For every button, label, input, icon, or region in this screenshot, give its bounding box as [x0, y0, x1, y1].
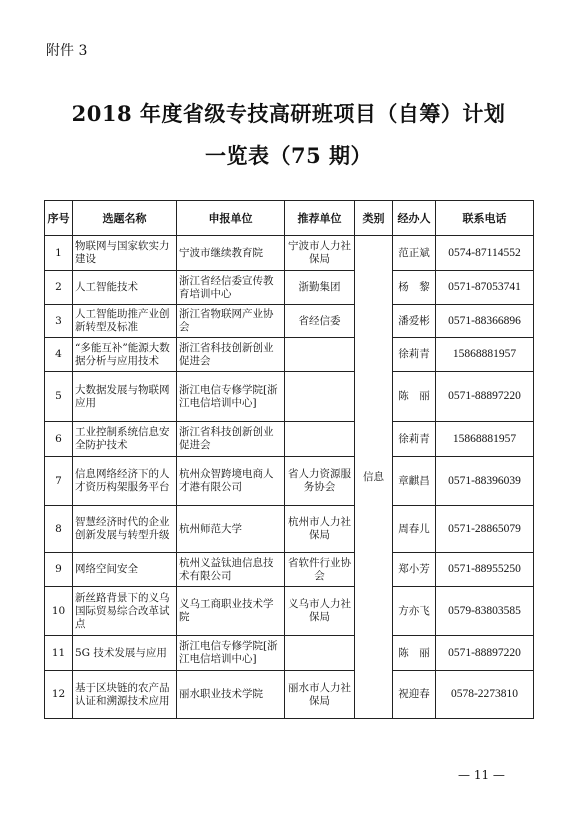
unit-cell: 杭州师范大学: [177, 506, 285, 553]
unit-cell: 义乌工商职业技术学院: [177, 587, 285, 636]
phone-cell: 0574-87114552: [436, 236, 534, 271]
table-row: [45, 271, 534, 305]
header-topic: 选题名称: [73, 201, 177, 236]
table-row: [45, 338, 534, 372]
table-header-row: [45, 201, 534, 236]
topic-cell: 大数据发展与物联网应用: [73, 372, 177, 422]
topic-cell: 工业控制系统信息安全防护技术: [73, 422, 177, 457]
topic-cell: 信息网络经济下的人才资历构架服务平台: [73, 457, 177, 506]
phone-cell: 0571-28865079: [436, 506, 534, 553]
person-cell: 徐莉青: [393, 422, 436, 457]
header-person: 经办人: [393, 201, 436, 236]
unit-cell: 浙江电信专修学院[浙江电信培训中心]: [177, 372, 285, 422]
topic-cell: 基于区块链的农产品认证和溯源技术应用: [73, 671, 177, 719]
recommender-cell: [285, 636, 355, 671]
person-cell: 郑小芳: [393, 553, 436, 587]
recommender-cell: [285, 338, 355, 372]
unit-cell: 杭州众智跨境电商人才港有限公司: [177, 457, 285, 506]
topic-cell: 人工智能技术: [73, 271, 177, 305]
table-row: [45, 636, 534, 671]
person-cell: 范正斌: [393, 236, 436, 271]
table-row: [45, 422, 534, 457]
row-number: 9: [45, 553, 73, 587]
person-cell: 杨 黎: [393, 271, 436, 305]
table-row: [45, 457, 534, 506]
phone-cell: 15868881957: [436, 338, 534, 372]
table-row: [45, 587, 534, 636]
table-row: [45, 305, 534, 338]
row-number: 1: [45, 236, 73, 271]
phone-cell: 0571-88366896: [436, 305, 534, 338]
unit-cell: 浙江省物联网产业协会: [177, 305, 285, 338]
row-number: 6: [45, 422, 73, 457]
table-row: [45, 372, 534, 422]
page-number: — 11 —: [458, 768, 505, 782]
recommender-cell: 义乌市人力社保局: [285, 587, 355, 636]
recommender-cell: 宁波市人力社保局: [285, 236, 355, 271]
phone-cell: 0571-88897220: [436, 636, 534, 671]
recommender-cell: 省软件行业协会: [285, 553, 355, 587]
header-no: 序号: [45, 201, 73, 236]
phone-cell: 0579-83803585: [436, 587, 534, 636]
topic-cell: 智慧经济时代的企业创新发展与转型升级: [73, 506, 177, 553]
annex-label: 附件 3: [46, 43, 88, 59]
unit-cell: 丽水职业技术学院: [177, 671, 285, 719]
unit-cell: 宁波市继续教育院: [177, 236, 285, 271]
phone-cell: 0571-88955250: [436, 553, 534, 587]
recommender-cell: 省经信委: [285, 305, 355, 338]
header-category: 类别: [355, 201, 393, 236]
unit-cell: 浙江省科技创新创业促进会: [177, 338, 285, 372]
row-number: 8: [45, 506, 73, 553]
topic-cell: 网络空间安全: [73, 553, 177, 587]
row-number: 12: [45, 671, 73, 719]
row-number: 4: [45, 338, 73, 372]
header-unit: 申报单位: [177, 201, 285, 236]
row-number: 3: [45, 305, 73, 338]
document-title-line2: 一览表（75 期）: [204, 143, 373, 168]
person-cell: 陈 丽: [393, 372, 436, 422]
table-row: [45, 236, 534, 271]
topic-cell: 5G 技术发展与应用: [73, 636, 177, 671]
recommender-cell: 丽水市人力社保局: [285, 671, 355, 719]
row-number: 10: [45, 587, 73, 636]
topic-cell: 人工智能助推产业创新转型及标准: [73, 305, 177, 338]
topic-cell: 新丝路背景下的义乌国际贸易综合改革试点: [73, 587, 177, 636]
person-cell: 徐莉青: [393, 338, 436, 372]
row-number: 11: [45, 636, 73, 671]
person-cell: 潘爱彬: [393, 305, 436, 338]
unit-cell: 浙江电信专修学院[浙江电信培训中心]: [177, 636, 285, 671]
unit-cell: 浙江省经信委宣传教育培训中心: [177, 271, 285, 305]
row-number: 5: [45, 372, 73, 422]
row-number: 2: [45, 271, 73, 305]
header-phone: 联系电话: [436, 201, 534, 236]
person-cell: 方亦飞: [393, 587, 436, 636]
person-cell: 周春儿: [393, 506, 436, 553]
header-recommender: 推荐单位: [285, 201, 355, 236]
category-cell: 信息: [355, 236, 393, 719]
phone-cell: 0571-88897220: [436, 372, 534, 422]
unit-cell: 浙江省科技创新创业促进会: [177, 422, 285, 457]
phone-cell: 0578-2273810: [436, 671, 534, 719]
recommender-cell: 省人力资源服务协会: [285, 457, 355, 506]
document-title: 2018 年度省级专技高研班项目（自筹）计划: [71, 101, 506, 126]
recommender-cell: [285, 372, 355, 422]
unit-cell: 杭州义益钛迪信息技术有限公司: [177, 553, 285, 587]
phone-cell: 15868881957: [436, 422, 534, 457]
table-row: [45, 671, 534, 719]
recommender-cell: 杭州市人力社保局: [285, 506, 355, 553]
recommender-cell: [285, 422, 355, 457]
phone-cell: 0571-87053741: [436, 271, 534, 305]
table-row: [45, 553, 534, 587]
person-cell: 章麒昌: [393, 457, 436, 506]
person-cell: 陈 丽: [393, 636, 436, 671]
person-cell: 祝迎春: [393, 671, 436, 719]
table-row: [45, 506, 534, 553]
plan-table: [44, 200, 534, 719]
row-number: 7: [45, 457, 73, 506]
recommender-cell: 浙勤集团: [285, 271, 355, 305]
phone-cell: 0571-88396039: [436, 457, 534, 506]
topic-cell: “多能互补”能源大数据分析与应用技术: [73, 338, 177, 372]
topic-cell: 物联网与国家软实力建设: [73, 236, 177, 271]
